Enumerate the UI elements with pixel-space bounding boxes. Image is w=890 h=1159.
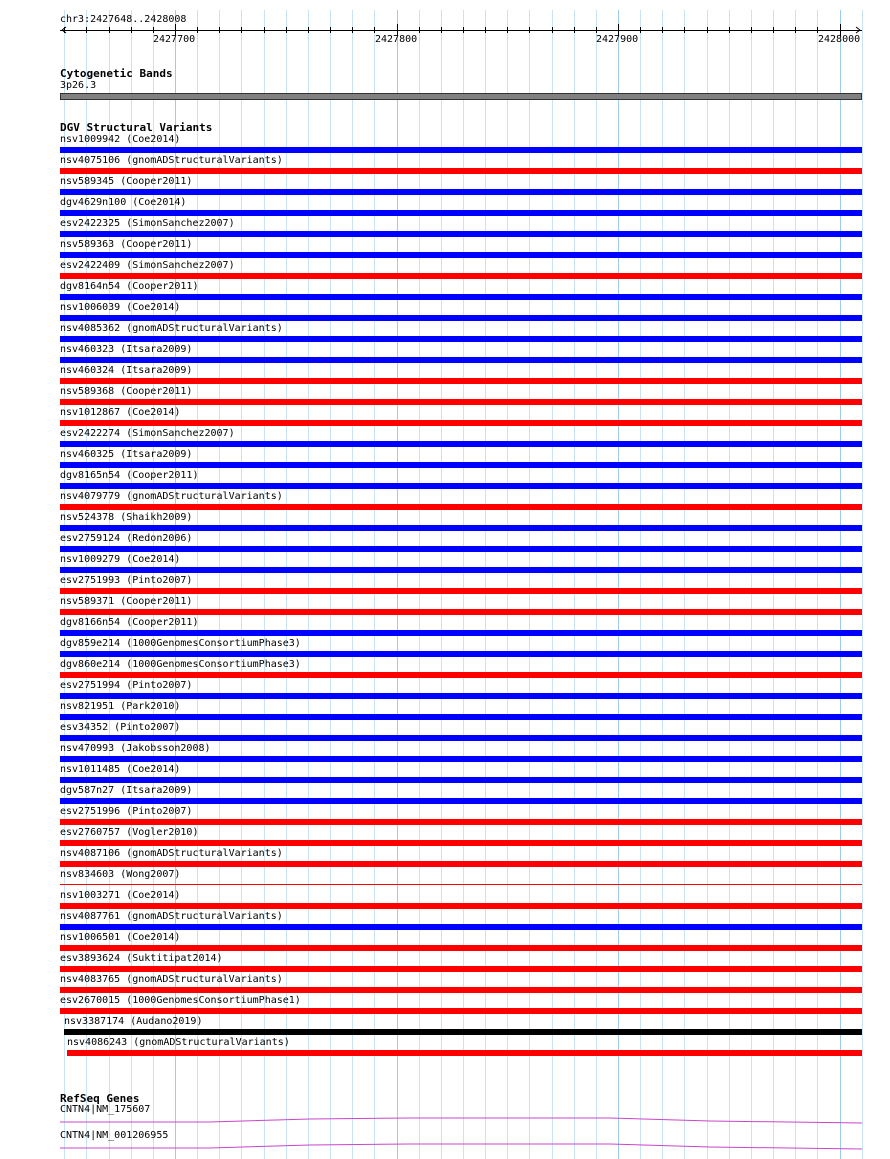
dgv-variant-bar[interactable] — [60, 399, 862, 405]
dgv-variant-label: dgv8164n54 (Cooper2011) — [60, 281, 199, 292]
cytoband-label: 3p26.3 — [60, 80, 97, 91]
dgv-variant-bar[interactable] — [60, 609, 862, 615]
dgv-variant-label: nsv470993 (Jakobsson2008) — [60, 743, 211, 754]
dgv-variant-label: nsv589368 (Cooper2011) — [60, 386, 193, 397]
dgv-variant-bar[interactable] — [60, 546, 862, 552]
dgv-variant-label: nsv460323 (Itsara2009) — [60, 344, 193, 355]
dgv-variant-bar[interactable] — [60, 798, 862, 804]
dgv-variant-label: nsv834603 (Wong2007) — [60, 869, 181, 880]
dgv-variant-label: esv2670015 (1000GenomesConsortiumPhase1) — [60, 995, 301, 1006]
dgv-variant-label: dgv860e214 (1000GenomesConsortiumPhase3) — [60, 659, 301, 670]
dgv-variant-label: nsv4087761 (gnomADStructuralVariants) — [60, 911, 283, 922]
dgv-variant-bar[interactable] — [60, 756, 862, 762]
dgv-variant-bar[interactable] — [60, 714, 862, 720]
ruler-tick-label: 2427700 — [153, 34, 196, 45]
ruler-ticks — [0, 24, 890, 38]
dgv-variant-label: nsv1009942 (Coe2014) — [60, 134, 181, 145]
dgv-variant-bar[interactable] — [60, 231, 862, 237]
dgv-variant-label: nsv1006039 (Coe2014) — [60, 302, 181, 313]
dgv-variant-label: nsv589363 (Cooper2011) — [60, 239, 193, 250]
dgv-variant-bar[interactable] — [60, 315, 862, 321]
dgv-variant-bar[interactable] — [60, 1008, 862, 1014]
dgv-variant-bar[interactable] — [60, 273, 862, 279]
dgv-track-title[interactable]: DGV Structural Variants — [60, 121, 213, 134]
dgv-variant-label: esv2751994 (Pinto2007) — [60, 680, 193, 691]
dgv-variant-label: nsv460324 (Itsara2009) — [60, 365, 193, 376]
dgv-variant-label: nsv3387174 (Audano2019) — [64, 1016, 203, 1027]
dgv-variant-bar[interactable] — [60, 777, 862, 783]
dgv-variant-label: nsv460325 (Itsara2009) — [60, 449, 193, 460]
dgv-variant-label: dgv587n27 (Itsara2009) — [60, 785, 193, 796]
dgv-variant-label: nsv1003271 (Coe2014) — [60, 890, 181, 901]
dgv-variant-bar[interactable] — [60, 252, 862, 258]
dgv-variant-bar[interactable] — [60, 819, 862, 825]
dgv-variant-label: nsv524378 (Shaikh2009) — [60, 512, 193, 523]
dgv-variant-label: dgv8166n54 (Cooper2011) — [60, 617, 199, 628]
dgv-variant-bar[interactable] — [60, 588, 862, 594]
dgv-variant-bar[interactable] — [60, 168, 862, 174]
dgv-variant-bar[interactable] — [60, 987, 862, 993]
refseq-gene-label: CNTN4|NM_175607 — [60, 1104, 151, 1115]
dgv-variant-label: nsv4083765 (gnomADStructuralVariants) — [60, 974, 283, 985]
refseq-gene-label: CNTN4|NM_001206955 — [60, 1130, 169, 1141]
dgv-variant-bar[interactable] — [60, 336, 862, 342]
dgv-variant-bar[interactable] — [60, 504, 862, 510]
dgv-variant-bar[interactable] — [60, 924, 862, 930]
dgv-variant-label: esv2751993 (Pinto2007) — [60, 575, 193, 586]
dgv-variant-label: nsv1009279 (Coe2014) — [60, 554, 181, 565]
dgv-variant-label: dgv4629n100 (Coe2014) — [60, 197, 187, 208]
dgv-variant-bar[interactable] — [60, 525, 862, 531]
dgv-variant-bar[interactable] — [60, 567, 862, 573]
dgv-variant-label: esv2759124 (Redon2006) — [60, 533, 193, 544]
dgv-variant-bar[interactable] — [60, 441, 862, 447]
dgv-variant-label: nsv4079779 (gnomADStructuralVariants) — [60, 491, 283, 502]
dgv-variant-label: esv2751996 (Pinto2007) — [60, 806, 193, 817]
dgv-variant-bar[interactable] — [60, 357, 862, 363]
dgv-variant-bar[interactable] — [60, 462, 862, 468]
dgv-variant-bar[interactable] — [60, 840, 862, 846]
ruler-tick-label: 2427800 — [375, 34, 418, 45]
dgv-variant-label: nsv1011485 (Coe2014) — [60, 764, 181, 775]
dgv-variant-bar[interactable] — [60, 884, 862, 885]
dgv-variant-bar[interactable] — [60, 903, 862, 909]
dgv-variant-label: dgv8165n54 (Cooper2011) — [60, 470, 199, 481]
refseq-gene-line[interactable] — [0, 1114, 890, 1126]
dgv-variant-bar[interactable] — [60, 672, 862, 678]
region-label: chr3:2427648..2428008 — [60, 14, 187, 25]
dgv-variant-bar[interactable] — [60, 294, 862, 300]
dgv-variant-bar[interactable] — [60, 147, 862, 153]
dgv-variant-label: esv2422409 (SimonSanchez2007) — [60, 260, 235, 271]
dgv-variant-label: nsv4087106 (gnomADStructuralVariants) — [60, 848, 283, 859]
dgv-variant-bar[interactable] — [67, 1050, 862, 1056]
dgv-variant-bar[interactable] — [60, 861, 862, 867]
dgv-variant-bar[interactable] — [60, 483, 862, 489]
dgv-variant-label: esv3893624 (Suktitipat2014) — [60, 953, 223, 964]
cytoband-track-title[interactable]: Cytogenetic Bands — [60, 67, 173, 80]
cytoband-bar[interactable] — [60, 93, 862, 100]
dgv-variant-bar[interactable] — [60, 693, 862, 699]
dgv-variant-bar[interactable] — [60, 378, 862, 384]
dgv-variant-bar[interactable] — [60, 651, 862, 657]
ruler-tick-label: 2428000 — [818, 34, 861, 45]
refseq-track-title[interactable]: RefSeq Genes — [60, 1092, 140, 1105]
dgv-variant-label: nsv821951 (Park2010) — [60, 701, 181, 712]
dgv-variant-label: esv2760757 (Vogler2010) — [60, 827, 199, 838]
dgv-variant-bar[interactable] — [60, 945, 862, 951]
dgv-variant-label: nsv4075106 (gnomADStructuralVariants) — [60, 155, 283, 166]
dgv-variant-bar[interactable] — [60, 210, 862, 216]
dgv-variant-label: nsv1006501 (Coe2014) — [60, 932, 181, 943]
dgv-variant-bar[interactable] — [60, 189, 862, 195]
dgv-variant-label: nsv589371 (Cooper2011) — [60, 596, 193, 607]
dgv-variant-bar[interactable] — [60, 630, 862, 636]
dgv-variant-bar[interactable] — [64, 1029, 862, 1035]
ruler-tick-label: 2427900 — [596, 34, 639, 45]
dgv-variant-label: nsv4085362 (gnomADStructuralVariants) — [60, 323, 283, 334]
dgv-variant-label: esv34352 (Pinto2007) — [60, 722, 181, 733]
dgv-variant-label: esv2422325 (SimonSanchez2007) — [60, 218, 235, 229]
dgv-variant-label: esv2422274 (SimonSanchez2007) — [60, 428, 235, 439]
refseq-gene-line[interactable] — [0, 1140, 890, 1152]
dgv-variant-label: nsv4086243 (gnomADStructuralVariants) — [67, 1037, 290, 1048]
dgv-variant-bar[interactable] — [60, 735, 862, 741]
dgv-variant-label: nsv1012867 (Coe2014) — [60, 407, 181, 418]
dgv-variant-label: dgv859e214 (1000GenomesConsortiumPhase3) — [60, 638, 301, 649]
dgv-variant-bar[interactable] — [60, 966, 862, 972]
dgv-variant-label: nsv589345 (Cooper2011) — [60, 176, 193, 187]
dgv-variant-bar[interactable] — [60, 420, 862, 426]
